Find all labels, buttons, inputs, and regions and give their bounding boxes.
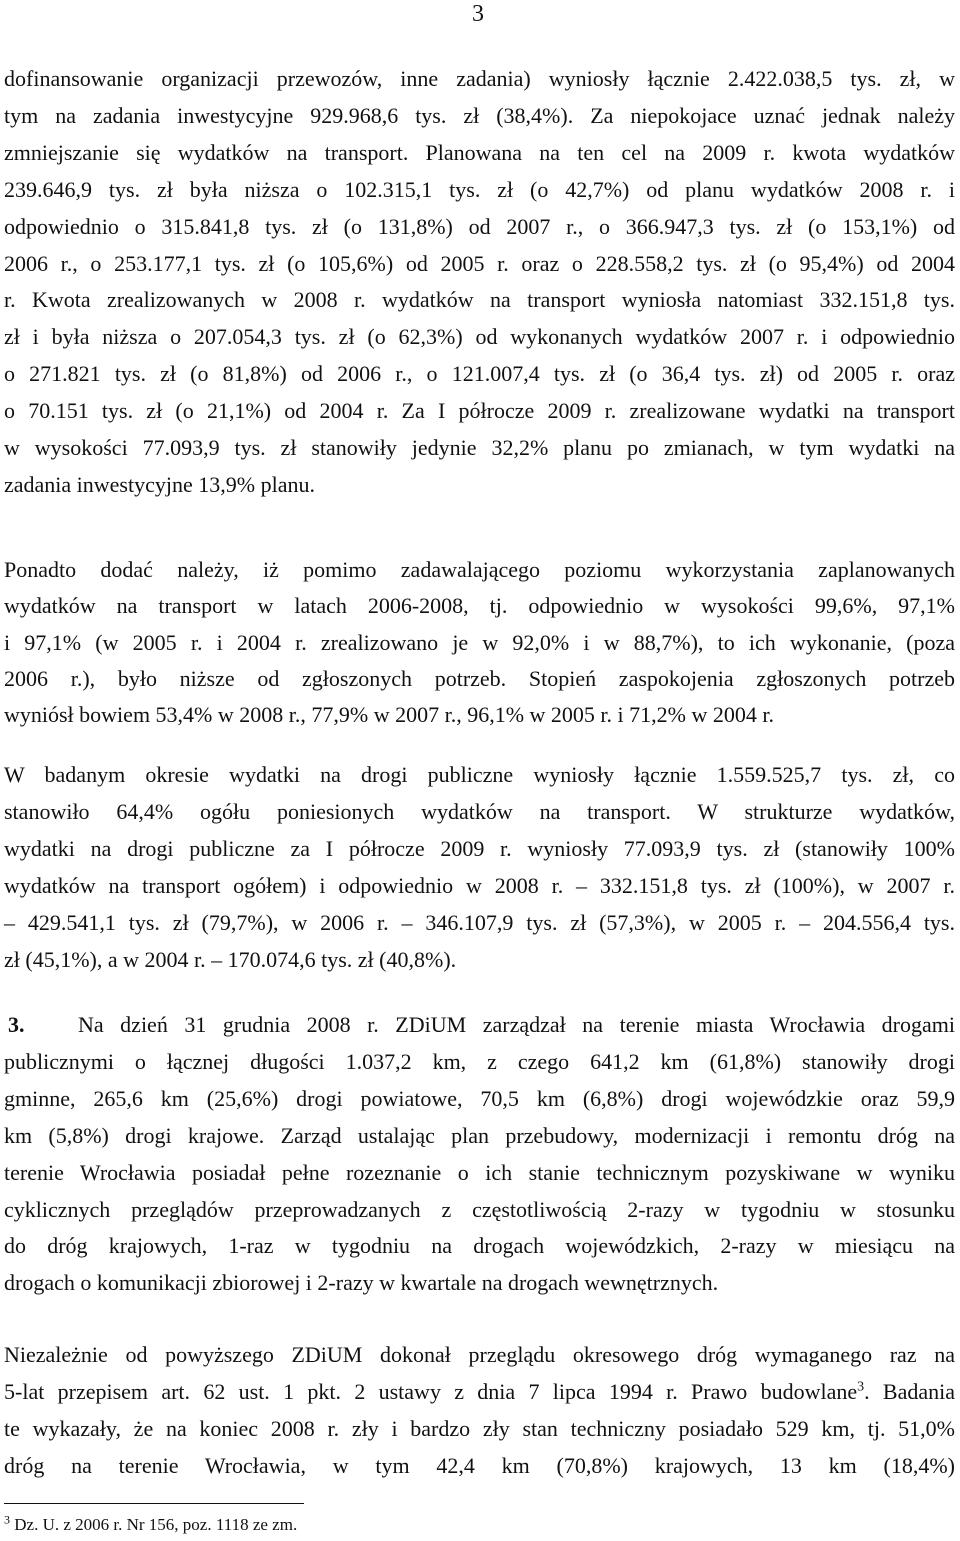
text-line: km (5,8%) drogi krajowe. Zarząd ustalając plan przebudowy, modernizacji i remontu dróg na [4,1122,955,1148]
text-line: wydatków na transport w latach 2006-2008, tj. odpowiednio w wysokości 99,6%, 97,1% [4,593,955,619]
footnote-separator [4,1503,304,1504]
text-line [4,1007,955,1044]
text-line: dróg na terenie Wrocławia, w tym 42,4 km (70,8%) krajowych, 13 km (18,4%) [4,1452,955,1478]
text-line: terenie Wrocławia posiadał pełne rozeznanie o ich stanie technicznym pozyskiwane w wyniku [4,1159,955,1185]
text-line: Ponadto dodać należy, iż pomimo zadawalającego poziomu wykorzystania zaplanowanych [4,557,955,582]
text-line: odpowiednio o 315.841,8 tys. zł (o 131,8%) od 2007 r., o 366.947,3 tys. zł (o 153,1%) od [4,213,955,239]
text-line: 239.646,9 tys. zł była niższa o 102.315,1 tys. zł (o 42,7%) od planu wydatków 2008 r. i [4,176,955,202]
text-line: 2006 r.), było niższe od zgłoszonych potrzeb. Stopień zaspokojenia zgłoszonych potrzeb [4,665,955,691]
footnote-text: Dz. U. z 2006 r. Nr 156, poz. 1118 ze zm. [14,1515,298,1534]
text-line: te wykazały, że na koniec 2008 r. zły i bardzo zły stan techniczny posiadało 529 km, tj. 51,0% [4,1415,955,1441]
footnote [4,1514,297,1536]
text-line: tym na zadania inwestycyjne 929.968,6 tys. zł (38,4%). Za niepokojace uznać jednak należy [4,102,955,128]
text-line: r. Kwota zrealizowanych w 2008 r. wydatków na transport wyniosła natomiast 332.151,8 tys. [4,287,955,313]
text-line [4,1374,955,1411]
paragraph-1 [4,61,955,504]
section-number: 3. [8,1012,25,1037]
paragraph-5 [4,1337,955,1485]
text-line: zł (45,1%), a w 2004 r. – 170.074,6 tys. zł (40,8%). [4,946,457,972]
paragraph-2 [4,552,955,733]
text-line: zł i była niższa o 207.054,3 tys. zł (o 62,3%) od wykonanych wydatków 2007 r. i odpowiednio [4,324,955,350]
text-line: dofinansowanie organizacji przewozów, inne zadania) wyniosły łącznie 2.422.038,5 tys. zł, w [4,66,955,91]
paragraph-3 [4,757,955,978]
text-line: o 271.821 tys. zł (o 81,8%) od 2006 r., o 121.007,4 tys. zł (o 36,4 tys. zł) od 2005 r. oraz [4,361,955,387]
text-line: zadania inwestycyjne 13,9% planu. [4,471,315,497]
text-line: wyniósł bowiem 53,4% w 2008 r., 77,9% w 2007 r., 96,1% w 2005 r. i 71,2% w 2004 r. [4,702,774,728]
text-line: w wysokości 77.093,9 tys. zł stanowiły jedynie 32,2% planu po zmianach, w tym wydatki na [4,435,955,461]
text-line: – 429.541,1 tys. zł (79,7%), w 2006 r. – 346.107,9 tys. zł (57,3%), w 2005 r. – 204.556,4 tys. [4,909,955,935]
text-line: i 97,1% (w 2005 r. i 2004 r. zrealizowano je w 92,0% i w 88,7%), to ich wykonanie, (poza [4,629,955,655]
text-line: stanowiło 64,4% ogółu poniesionych wydatków na transport. W strukturze wydatków, [4,798,955,824]
footnote-marker: 3 [4,1512,10,1527]
text-line: publicznymi o łącznej długości 1.037,2 km, z czego 641,2 km (61,8%) stanowiły drogi [4,1048,955,1074]
text-line: gminne, 265,6 km (25,6%) drogi powiatowe, 70,5 km (6,8%) drogi wojewódzkie oraz 59,9 [4,1085,955,1111]
paragraph-4 [4,1007,955,1302]
page-number: 3 [472,1,484,27]
footnote-reference: 3 [857,1379,865,1395]
text-line: cyklicznych przeglądów przeprowadzanych z częstotliwością 2-razy w tygodniu w stosunku [4,1196,955,1222]
text-line: wydatków na transport ogółem) i odpowiednio w 2008 r. – 332.151,8 tys. zł (100%), w 2007 r. [4,872,955,898]
text-line-tail: . Badania [864,1378,955,1404]
text-line-content: Na dzień 31 grudnia 2008 r. ZDiUM zarządzał na terenie miasta Wrocławia drogami [78,1012,955,1037]
text-line: do dróg krajowych, 1-raz w tygodniu na drogach wojewódzkich, 2-razy w miesiącu na [4,1233,955,1259]
text-line-content: 5-lat przepisem art. 62 ust. 1 pkt. 2 ustawy z dnia 7 lipca 1994 r. Prawo budowlane [4,1378,858,1404]
text-line: Niezależnie od powyższego ZDiUM dokonał przeglądu okresowego dróg wymaganego raz na [4,1342,955,1367]
text-line: wydatki na drogi publiczne za I półrocze 2009 r. wyniosły 77.093,9 tys. zł (stanowiły 100% [4,835,955,861]
text-line: W badanym okresie wydatki na drogi publiczne wyniosły łącznie 1.559.525,7 tys. zł, co [4,762,955,787]
text-line: drogach o komunikacji zbiorowej i 2-razy w kwartale na drogach wewnętrznych. [4,1270,719,1296]
text-line: o 70.151 tys. zł (o 21,1%) od 2004 r. Za I półrocze 2009 r. zrealizowane wydatki na transport [4,398,955,424]
text-line: 2006 r., o 253.177,1 tys. zł (o 105,6%) od 2005 r. oraz o 228.558,2 tys. zł (o 95,4%) od 2004 [4,250,955,276]
text-line: zmniejszanie się wydatków na transport. Planowana na ten cel na 2009 r. kwota wydatków [4,139,955,165]
